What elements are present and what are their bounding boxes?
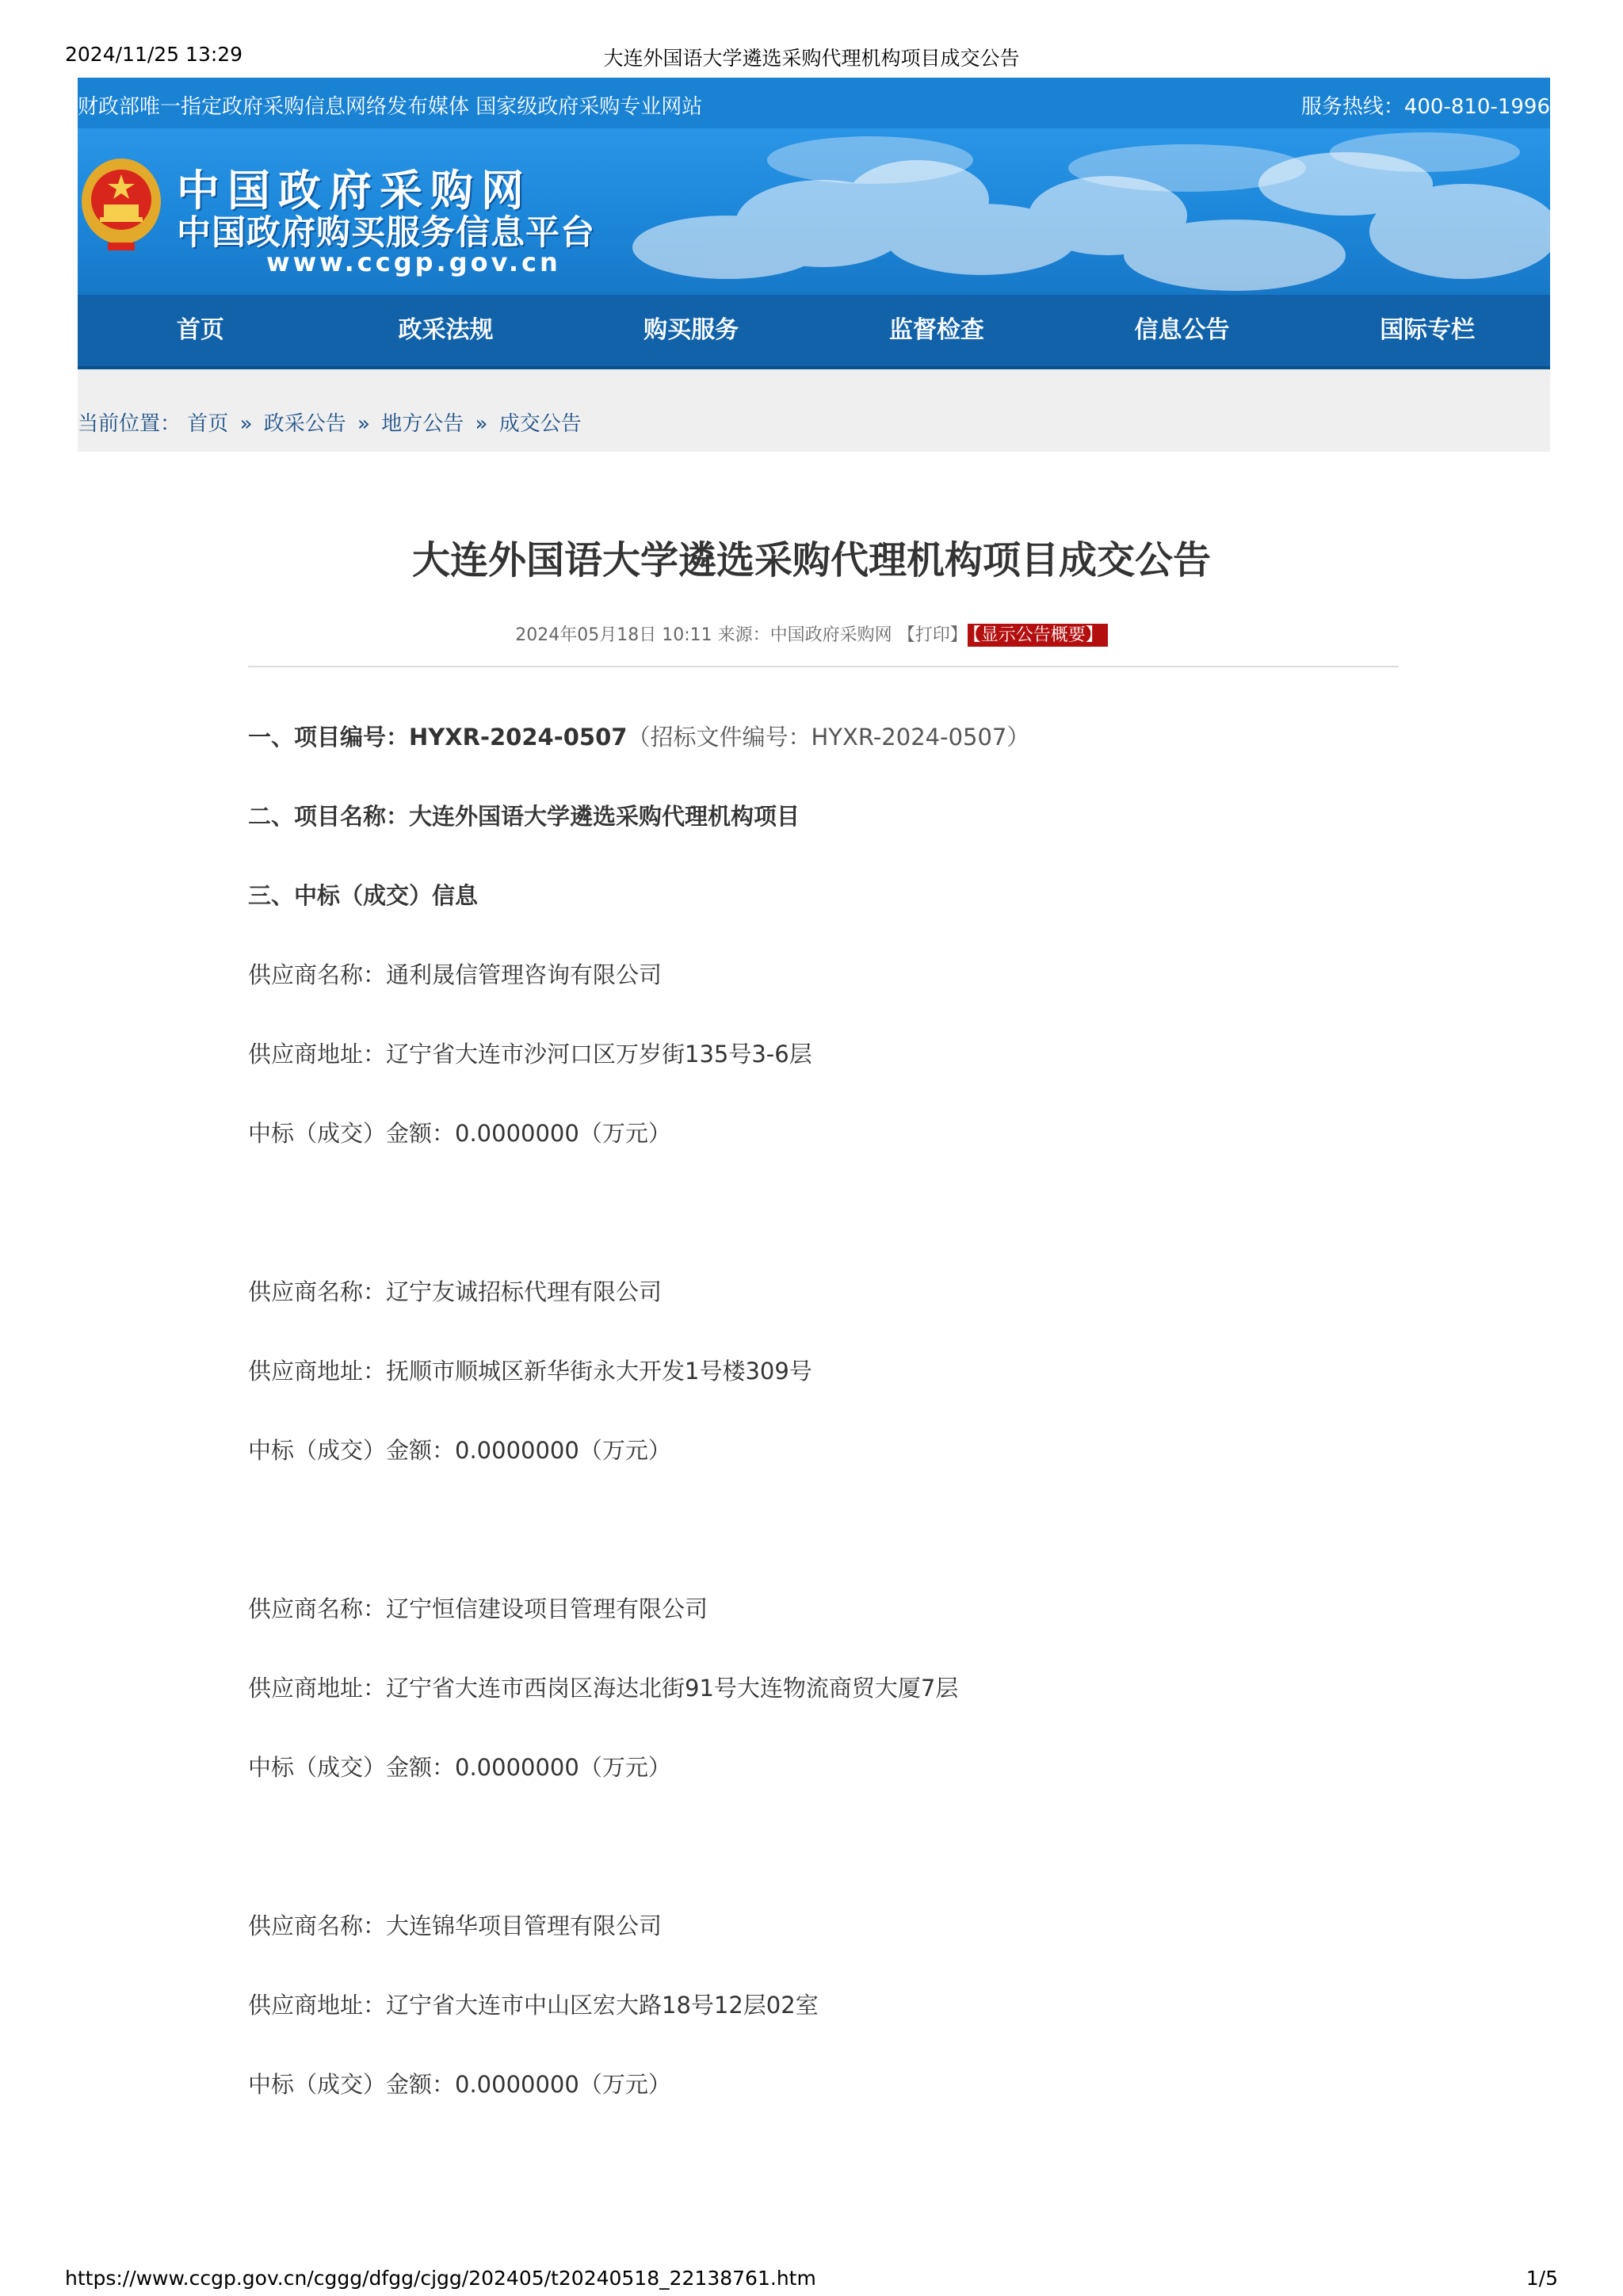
supplier-name: 供应商名称：通利晟信管理咨询有限公司	[248, 961, 663, 988]
top-bar	[78, 78, 1550, 128]
nav-policy[interactable]: 政采法规	[398, 316, 494, 344]
supplier-address: 供应商地址：辽宁省大连市西岗区海达北街91号大连物流商贸大厦7层	[248, 1675, 959, 1702]
supplier-name: 供应商名称：辽宁恒信建设项目管理有限公司	[248, 1595, 708, 1622]
project-name: 二、项目名称：大连外国语大学遴选采购代理机构项目	[248, 803, 800, 830]
breadcrumb-home[interactable]: 首页	[187, 412, 229, 436]
article-date: 2024年05月18日 10:11	[515, 625, 712, 645]
award-amount: 中标（成交）金额：0.0000000（万元）	[248, 2071, 671, 2098]
breadcrumb-separator: »	[239, 412, 253, 436]
site-banner	[78, 128, 1550, 295]
page-url: https://www.ccgp.gov.cn/cggg/dfgg/cjgg/202405/t20240518_22138761.htm	[65, 2267, 816, 2290]
supplier-address: 供应商地址：辽宁省大连市沙河口区万岁街135号3-6层	[248, 1041, 812, 1068]
breadcrumb-level2[interactable]: 地方公告	[381, 412, 464, 436]
award-amount: 中标（成交）金额：0.0000000（万元）	[248, 1754, 671, 1781]
tender-doc-number: （招标文件编号：HYXR-2024-0507）	[627, 724, 1030, 751]
article-source: 中国政府采购网	[769, 625, 892, 645]
breadcrumb-prefix: 当前位置：	[78, 412, 181, 436]
site-slogan: 财政部唯一指定政府采购信息网络发布媒体 国家级政府采购专业网站	[78, 95, 703, 119]
page-number: 1/5	[1526, 2267, 1558, 2290]
title-divider	[248, 666, 1399, 667]
show-summary-button[interactable]: 【显示公告概要】	[968, 624, 1108, 647]
supplier-name: 供应商名称：辽宁友诚招标代理有限公司	[248, 1278, 663, 1305]
source-label: 来源：	[717, 625, 770, 645]
supplier-address: 供应商地址：辽宁省大连市中山区宏大路18号12层02室	[248, 1992, 819, 2019]
project-number-row	[248, 720, 1029, 752]
nav-announcements[interactable]: 信息公告	[1134, 316, 1230, 344]
article-title: 大连外国语大学遴选采购代理机构项目成交公告	[411, 538, 1211, 583]
print-page-title: 大连外国语大学遴选采购代理机构项目成交公告	[603, 47, 1020, 70]
nav-supervision[interactable]: 监督检查	[888, 316, 984, 344]
nav-home[interactable]: 首页	[176, 316, 224, 344]
print-datetime: 2024/11/25 13:29	[65, 43, 243, 66]
nav-international[interactable]: 国际专栏	[1380, 316, 1476, 344]
supplier-name: 供应商名称：大连锦华项目管理有限公司	[248, 1912, 663, 1939]
supplier-address: 供应商地址：抚顺市顺城区新华街永大开发1号楼309号	[248, 1358, 812, 1385]
breadcrumb-level1[interactable]: 政采公告	[263, 412, 346, 436]
award-amount: 中标（成交）金额：0.0000000（万元）	[248, 1120, 671, 1147]
nav-purchase-service[interactable]: 购买服务	[643, 316, 739, 344]
award-info-heading: 三、中标（成交）信息	[248, 882, 479, 909]
service-hotline: 服务热线：400-810-1996	[1300, 95, 1550, 119]
breadcrumb-separator: »	[475, 412, 488, 436]
project-number: 一、项目编号：HYXR-2024-0507	[248, 724, 628, 751]
logo-url: www.ccgp.gov.cn	[266, 247, 561, 277]
breadcrumb-separator: »	[357, 412, 370, 436]
print-link[interactable]: 【打印】	[897, 625, 968, 645]
main-nav	[78, 295, 1550, 369]
clouds-background	[632, 128, 1550, 295]
print-header	[0, 40, 1623, 71]
logo-title: 中国政府采购网	[177, 166, 532, 216]
breadcrumb-level3[interactable]: 成交公告	[498, 412, 582, 436]
national-emblem-icon	[78, 154, 165, 257]
award-amount: 中标（成交）金额：0.0000000（万元）	[248, 1437, 671, 1464]
logo-subtitle: 中国政府购买服务信息平台	[177, 213, 595, 253]
article-meta	[0, 621, 1623, 646]
breadcrumb	[78, 369, 1550, 452]
